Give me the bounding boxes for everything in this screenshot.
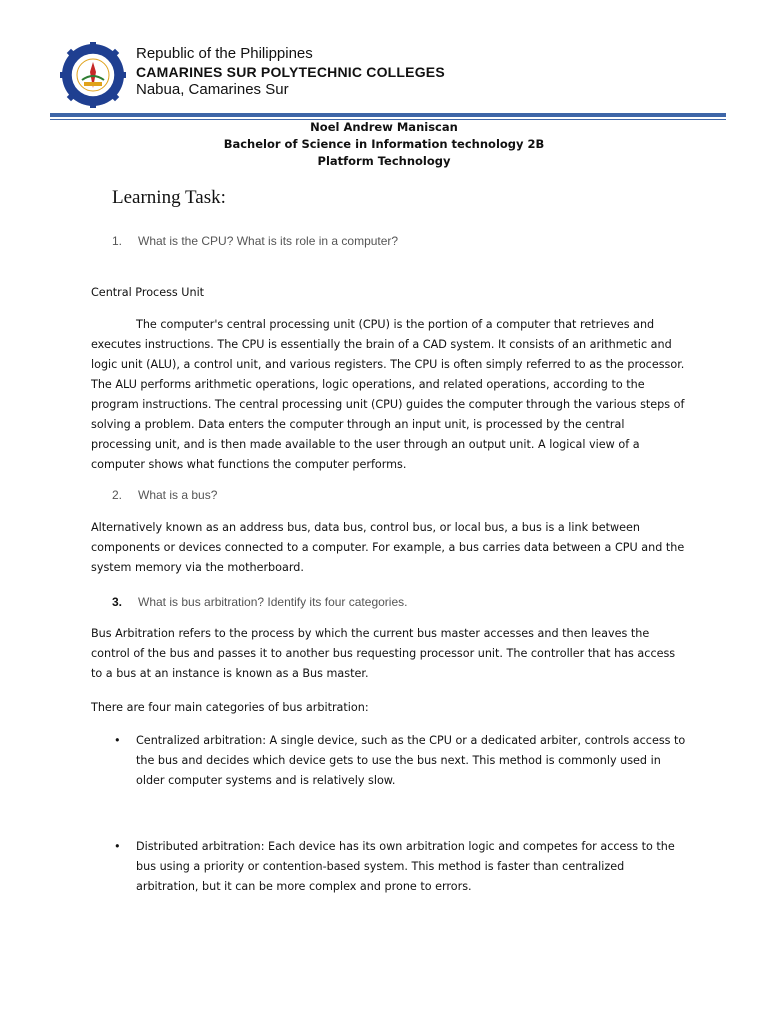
header-location: Nabua, Camarines Sur [136, 81, 289, 98]
question-number: 3. [112, 595, 123, 609]
bullet-text: Distributed arbitration: Each device has its own arbitration logic and competes for access to the bus using a priority or contention-based system. This method is faster than centralized arbitration, but it can be more complex and prone to errors. [136, 840, 675, 893]
bullet-item [108, 837, 690, 897]
question-text: What is bus arbitration? Identify its four categories. [138, 595, 408, 609]
student-course: Platform Technology [317, 154, 451, 168]
cpu-paragraph: The computer's central processing unit (CPU) is the portion of a computer that retrieves and executes instructions. The CPU is essentially the brain of a CAD system. It consists of an arithmetic and logic unit (ALU), a control unit, and various registers. The CPU is often simply referred to as the processor. The ALU performs arithmetic operations, logic operations, and related operations, according to the program instructions. The central processing unit (CPU) guides the computer through the various steps of solving a problem. Data enters the computer through an input unit, is processed by the central processing unit, and is then made available to the user through an output unit. A logical view of a computer shows what functions the computer performs. [91, 318, 685, 471]
arbitration-paragraph: Bus Arbitration refers to the process by which the current bus master accesses and then leaves the control of the bus and passes it to another bus requesting processor unit. The controller that has access to a bus at an instance is known as a Bus master. [91, 627, 676, 680]
student-name: Noel Andrew Maniscan [310, 120, 458, 134]
header-republic: Republic of the Philippines [136, 45, 313, 62]
college-seal-logo-icon [60, 42, 126, 108]
student-info [0, 119, 768, 170]
bullet-glyph: • [114, 734, 121, 747]
question-number: 1. [112, 234, 123, 248]
bus-paragraph: Alternatively known as an address bus, data bus, control bus, or local bus, a bus is a link between components or devices connected to a computer. For example, a bus carries data between a CPU and the system memory via the motherboard. [91, 521, 685, 574]
bullet-item [108, 731, 690, 791]
bullet-glyph: • [114, 840, 121, 853]
question-number: 2. [112, 488, 123, 502]
bullet-text: Centralized arbitration: A single device, such as the CPU or a dedicated arbiter, controls access to the bus and decides which device gets to use the bus next. This method is commonly used in older computer systems and is relatively slow. [136, 734, 686, 787]
categories-intro: There are four main categories of bus arbitration: [91, 701, 369, 714]
learning-task-title: Learning Task: [112, 187, 226, 208]
question-2 [112, 488, 217, 502]
question-text: What is a bus? [138, 488, 218, 502]
cpu-heading: Central Process Unit [91, 286, 205, 299]
question-1 [112, 234, 398, 248]
header-rule-thick [50, 113, 726, 117]
institution-header [136, 45, 445, 99]
question-text: What is the CPU? What is its role in a computer? [138, 234, 399, 248]
question-3 [112, 595, 407, 609]
student-program: Bachelor of Science in Information technology 2B [223, 137, 545, 151]
header-college-name: CAMARINES SUR POLYTECHNIC COLLEGES [136, 64, 445, 80]
